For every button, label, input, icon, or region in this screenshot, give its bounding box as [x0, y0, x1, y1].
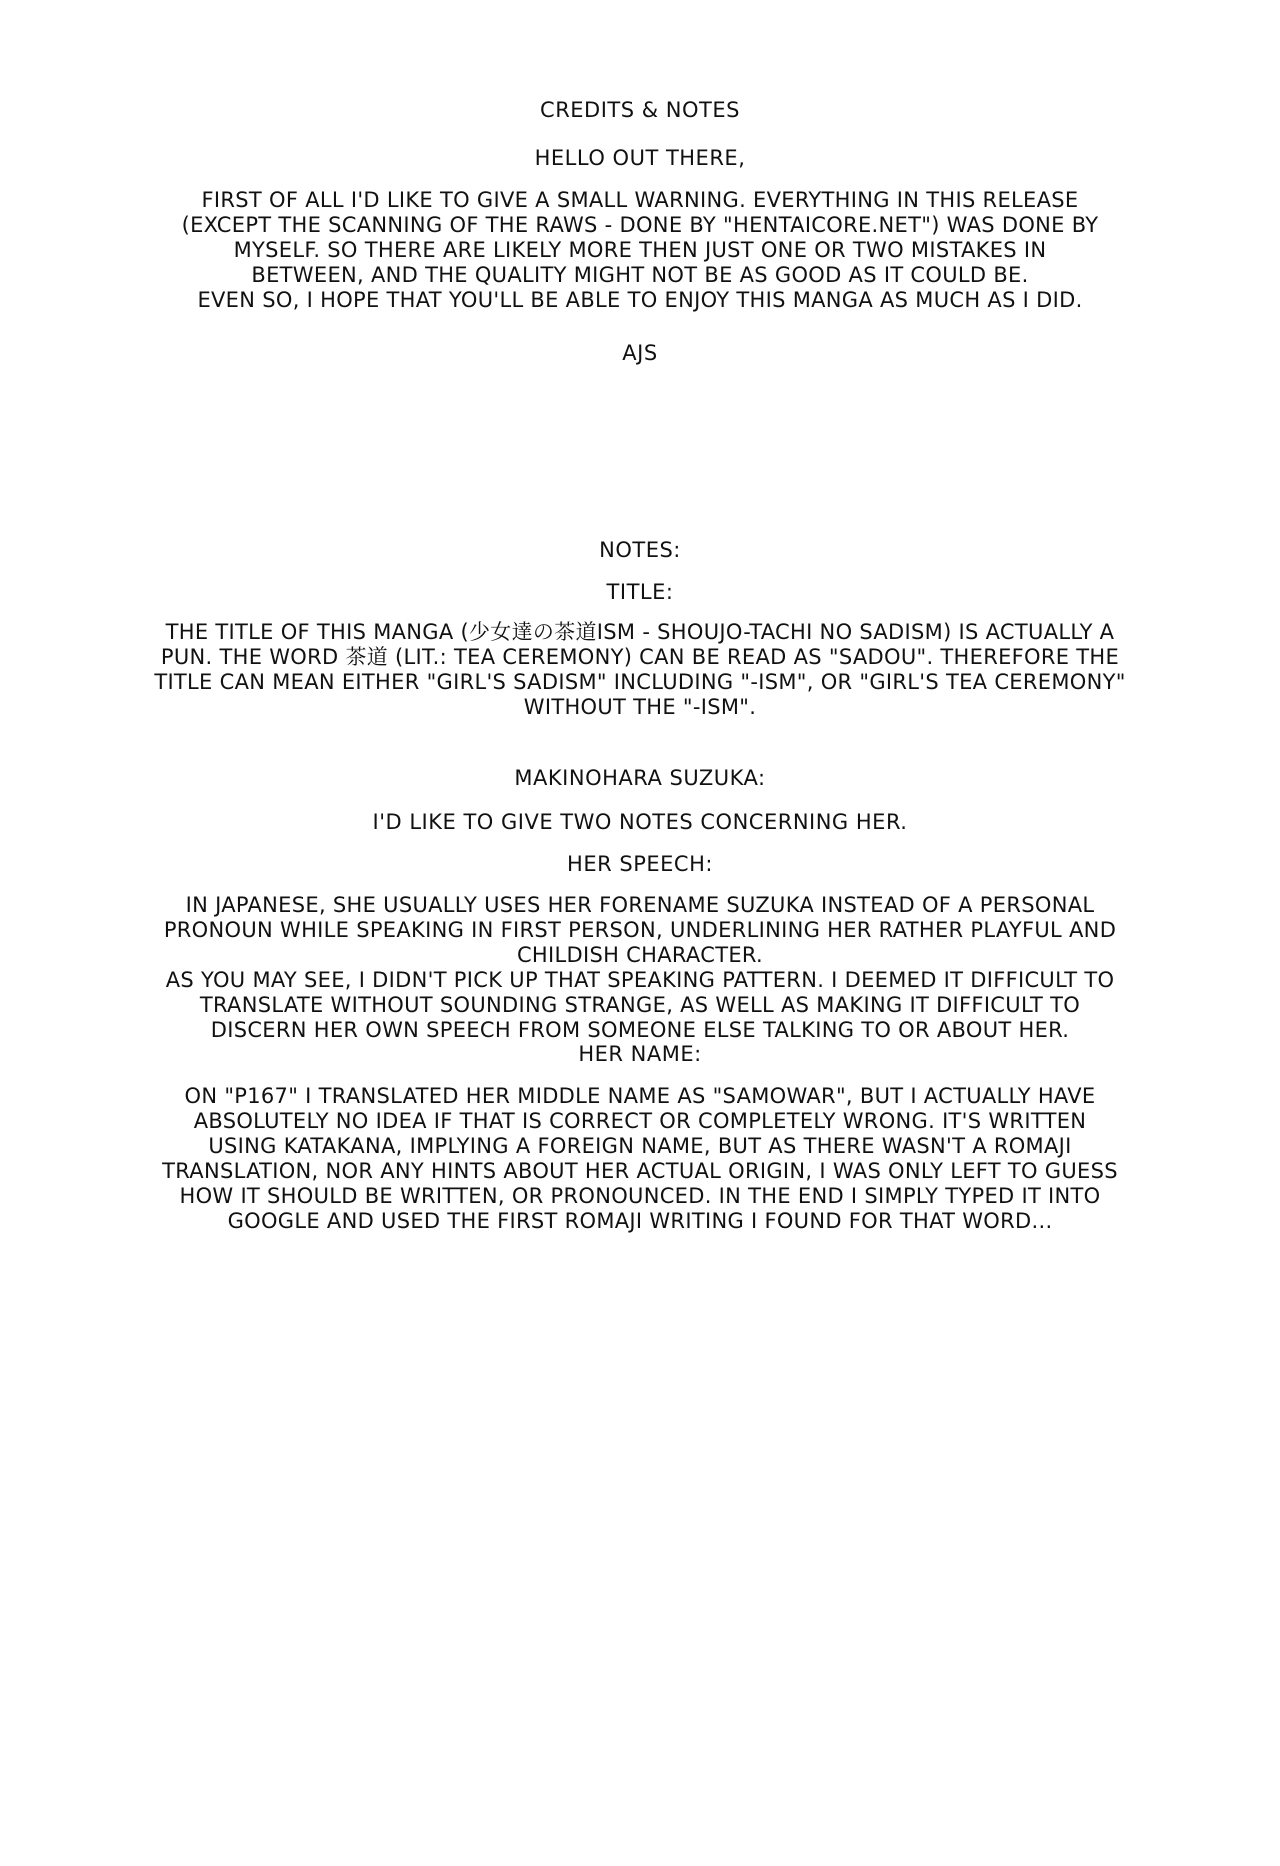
title-note-line: PUN. THE WORD 茶道 (LIT.: TEA CEREMONY) CAN BE READ AS "SADOU". THEREFORE THE: [160, 645, 1120, 669]
intro-line: BETWEEN, AND THE QUALITY MIGHT NOT BE AS GOOD AS IT COULD BE.: [251, 263, 1029, 287]
title-note-line: TITLE CAN MEAN EITHER "GIRL'S SADISM" INCLUDING "-ISM", OR "GIRL'S TEA CEREMONY": [154, 670, 1126, 694]
speech-line: PRONOUN WHILE SPEAKING IN FIRST PERSON, UNDERLINING HER RATHER PLAYFUL AND: [163, 918, 1117, 942]
name-line: ABSOLUTELY NO IDEA IF THAT IS CORRECT OR COMPLETELY WRONG. IT'S WRITTEN: [193, 1109, 1087, 1133]
notes-heading: NOTES:: [599, 538, 681, 562]
name-paragraph: [0, 1084, 1280, 1234]
intro-paragraph: [0, 188, 1280, 313]
name-line: USING KATAKANA, IMPLYING A FOREIGN NAME, BUT AS THERE WASN'T A ROMAJI: [208, 1134, 1072, 1158]
title-note-line: THE TITLE OF THIS MANGA (少女達の茶道ISM - SHOUJO-TACHI NO SADISM) IS ACTUALLY A: [165, 620, 1115, 644]
speech-line: AS YOU MAY SEE, I DIDN'T PICK UP THAT SPEAKING PATTERN. I DEEMED IT DIFFICULT TO: [165, 968, 1115, 992]
greeting: HELLO OUT THERE,: [534, 146, 746, 170]
intro-line: (EXCEPT THE SCANNING OF THE RAWS - DONE BY "HENTAICORE.NET") WAS DONE BY: [181, 213, 1099, 237]
speech-line: TRANSLATE WITHOUT SOUNDING STRANGE, AS WELL AS MAKING IT DIFFICULT TO: [199, 993, 1081, 1017]
name-line: TRANSLATION, NOR ANY HINTS ABOUT HER ACTUAL ORIGIN, I WAS ONLY LEFT TO GUESS: [162, 1159, 1118, 1183]
speech-line: IN JAPANESE, SHE USUALLY USES HER FORENAME SUZUKA INSTEAD OF A PERSONAL: [185, 893, 1095, 917]
name-line: ON "P167" I TRANSLATED HER MIDDLE NAME AS "SAMOWAR", BUT I ACTUALLY HAVE: [184, 1084, 1096, 1108]
credits-heading: CREDITS & NOTES: [540, 98, 740, 122]
signature: AJS: [622, 341, 658, 365]
speech-heading: HER SPEECH:: [567, 852, 713, 876]
speech-line: DISCERN HER OWN SPEECH FROM SOMEONE ELSE TALKING TO OR ABOUT HER.: [210, 1018, 1070, 1042]
character-intro: I'D LIKE TO GIVE TWO NOTES CONCERNING HER.: [372, 810, 908, 834]
character-heading: MAKINOHARA SUZUKA:: [514, 766, 766, 790]
title-note-paragraph: [0, 620, 1280, 720]
speech-paragraph: [0, 893, 1280, 1043]
intro-line: MYSELF. SO THERE ARE LIKELY MORE THEN JUST ONE OR TWO MISTAKES IN: [233, 238, 1047, 262]
name-line: HOW IT SHOULD BE WRITTEN, OR PRONOUNCED. IN THE END I SIMPLY TYPED IT INTO: [179, 1184, 1101, 1208]
name-line: GOOGLE AND USED THE FIRST ROMAJI WRITING I FOUND FOR THAT WORD...: [227, 1209, 1053, 1233]
intro-line: FIRST OF ALL I'D LIKE TO GIVE A SMALL WARNING. EVERYTHING IN THIS RELEASE: [201, 188, 1079, 212]
intro-line: EVEN SO, I HOPE THAT YOU'LL BE ABLE TO ENJOY THIS MANGA AS MUCH AS I DID.: [197, 288, 1083, 312]
speech-line: CHILDISH CHARACTER.: [516, 943, 764, 967]
name-heading: HER NAME:: [578, 1042, 702, 1066]
title-note-line: WITHOUT THE "-ISM".: [523, 695, 757, 719]
title-section-heading: TITLE:: [606, 580, 674, 604]
